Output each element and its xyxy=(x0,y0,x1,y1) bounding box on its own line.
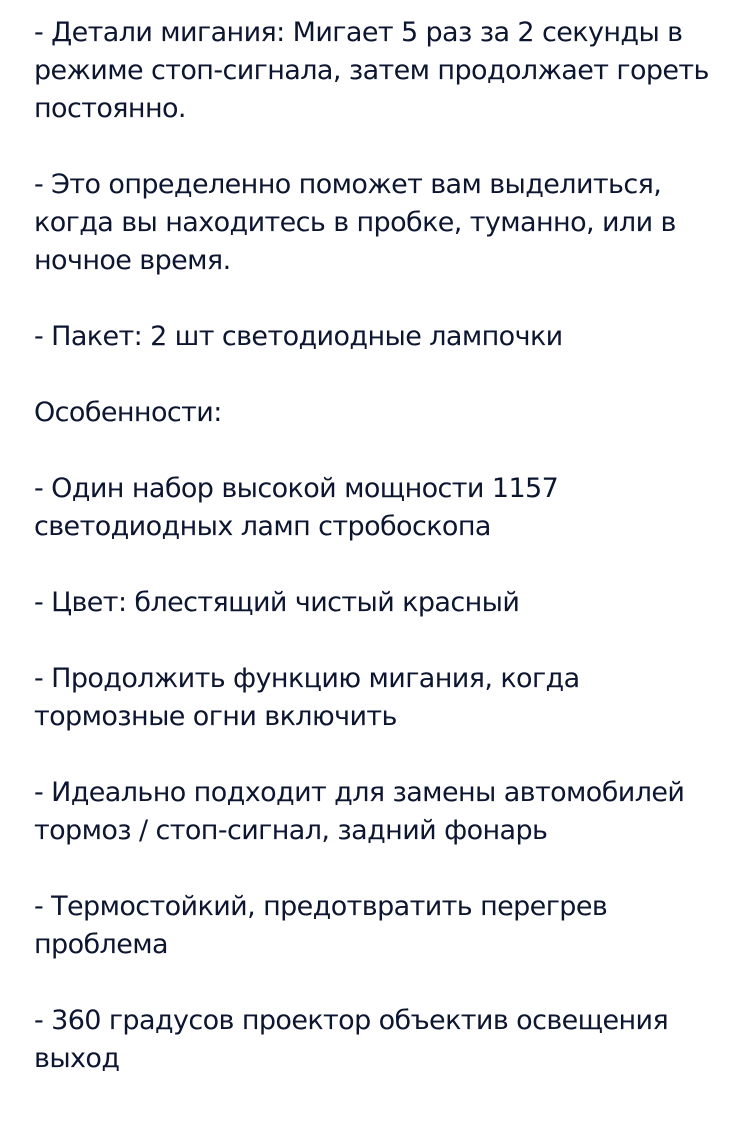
visibility-benefit-paragraph: - Это определенно поможет вам выделиться, когда вы находитесь в пробке, туманно, или в ночное время. xyxy=(34,169,676,276)
blink-details-paragraph: - Детали мигания: Мигает 5 раз за 2 секунды в режиме стоп-сигнала, затем продолжает гореть постоянно. xyxy=(34,17,709,124)
feature-blink-function: - Продолжить функцию мигания, когда тормозные огни включить xyxy=(34,663,580,732)
feature-high-power-set: - Один набор высокой мощности 1157 светодиодных ламп стробоскопа xyxy=(34,473,559,542)
feature-color: - Цвет: блестящий чистый красный xyxy=(34,587,520,618)
feature-heat-resistant: - Термостойкий, предотвратить перегрев проблема xyxy=(34,891,608,960)
feature-replacement: - Идеально подходит для замены автомобилей тормоз / стоп-сигнал, задний фонарь xyxy=(34,777,685,846)
package-paragraph: - Пакет: 2 шт светодиодные лампочки xyxy=(34,321,563,352)
features-heading: Особенности: xyxy=(34,397,222,428)
feature-projector-lens: - 360 градусов проектор объектив освещения выход xyxy=(34,1005,669,1074)
